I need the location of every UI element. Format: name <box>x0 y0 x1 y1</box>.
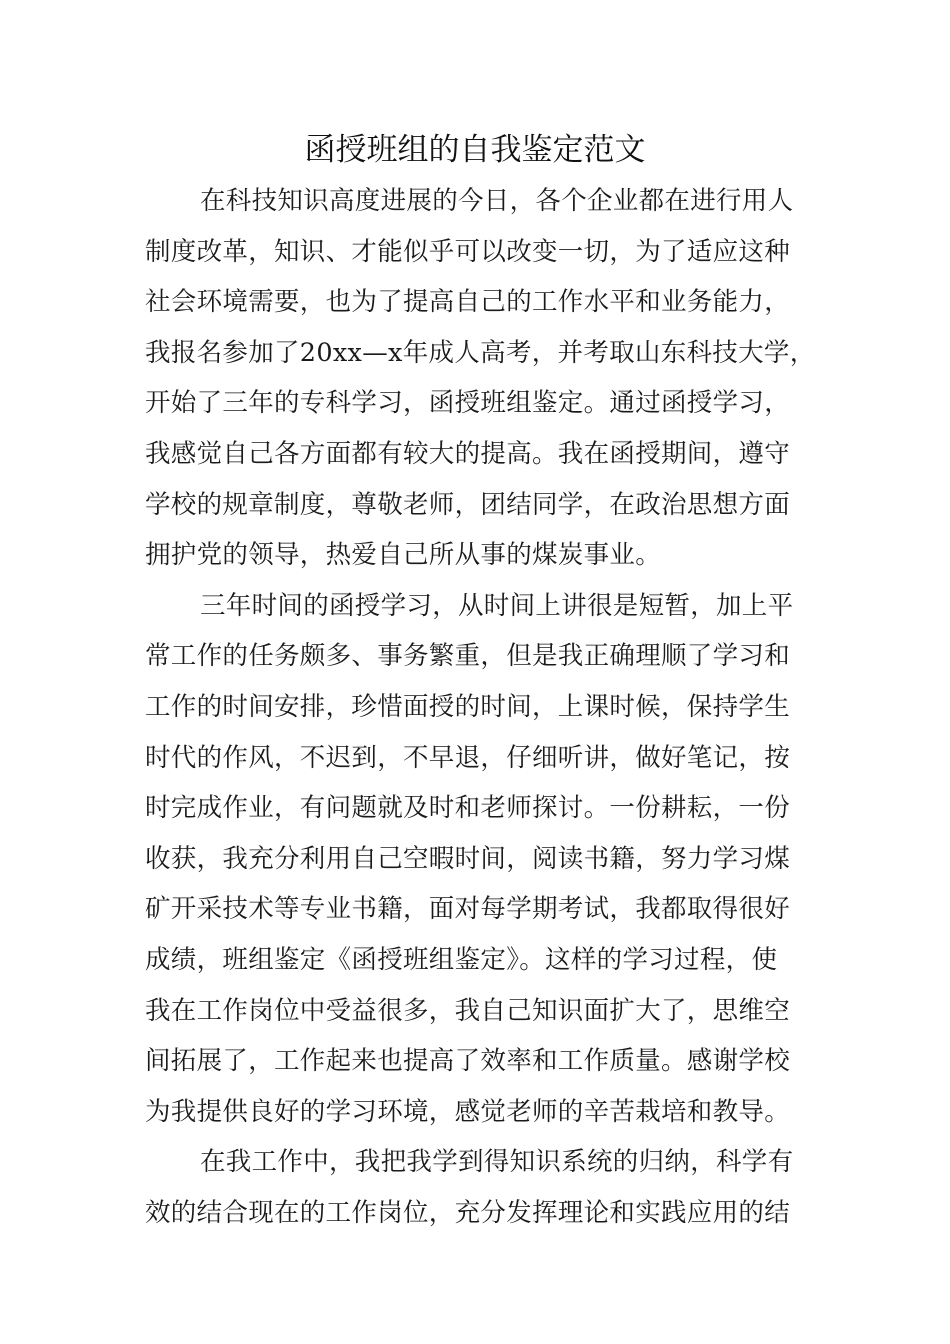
document-title: 函授班组的自我鉴定范文 <box>304 132 646 168</box>
text-line: 社会环境需要，也为了提高自己的工作水平和业务能力， <box>145 287 791 318</box>
text-line: 矿开采技术等专业书籍，面对每学期考试，我都取得很好 <box>145 894 791 925</box>
text-line: 工作的时间安排，珍惜面授的时间，上课时候，保持学生 <box>145 691 791 722</box>
text-line: 时代的作风，不迟到，不早退，仔细听讲，做好笔记，按 <box>145 742 791 773</box>
paragraph-first-line: 三年时间的函授学习，从时间上讲很是短暂，加上平 <box>200 590 794 621</box>
text-line: 效的结合现在的工作岗位，充分发挥理论和实践应用的结 <box>145 1197 791 1228</box>
text-line: 为我提供良好的学习环境，感觉老师的辛苦栽培和教导。 <box>145 1096 791 1127</box>
text-line: 间拓展了，工作起来也提高了效率和工作质量。感谢学校 <box>145 1046 791 1077</box>
text-line: 时完成作业，有问题就及时和老师探讨。一份耕耘，一份 <box>145 793 791 824</box>
text-line: 常工作的任务颇多、事务繁重，但是我正确理顺了学习和 <box>145 641 791 672</box>
paragraph-first-line: 在我工作中，我把我学到得知识系统的归纳，科学有 <box>200 1147 794 1178</box>
paragraph-first-line: 在科技知识高度进展的今日，各个企业都在进行用人 <box>200 186 794 216</box>
text-line: 制度改革，知识、才能似乎可以改变一切，为了适应这种 <box>145 236 791 267</box>
document-body <box>145 176 815 1238</box>
text-line: 学校的规章制度，尊敬老师，团结同学，在政治思想方面 <box>145 489 791 520</box>
text-line: 我感觉自己各方面都有较大的提高。我在函授期间，遵守 <box>145 438 791 469</box>
text-line: 收获，我充分利用自己空暇时间，阅读书籍，努力学习煤 <box>145 843 791 874</box>
text-line: 我报名参加了20xx—x年成人高考，并考取山东科技大学， <box>145 337 816 368</box>
text-line: 成绩，班组鉴定《函授班组鉴定》。这样的学习过程，使 <box>145 944 778 975</box>
text-line: 拥护党的领导，热爱自己所从事的煤炭事业。 <box>145 540 662 571</box>
text-line: 我在工作岗位中受益很多，我自己知识面扩大了，思维空 <box>145 995 791 1026</box>
text-line: 开始了三年的专科学习，函授班组鉴定。通过函授学习， <box>145 388 791 419</box>
